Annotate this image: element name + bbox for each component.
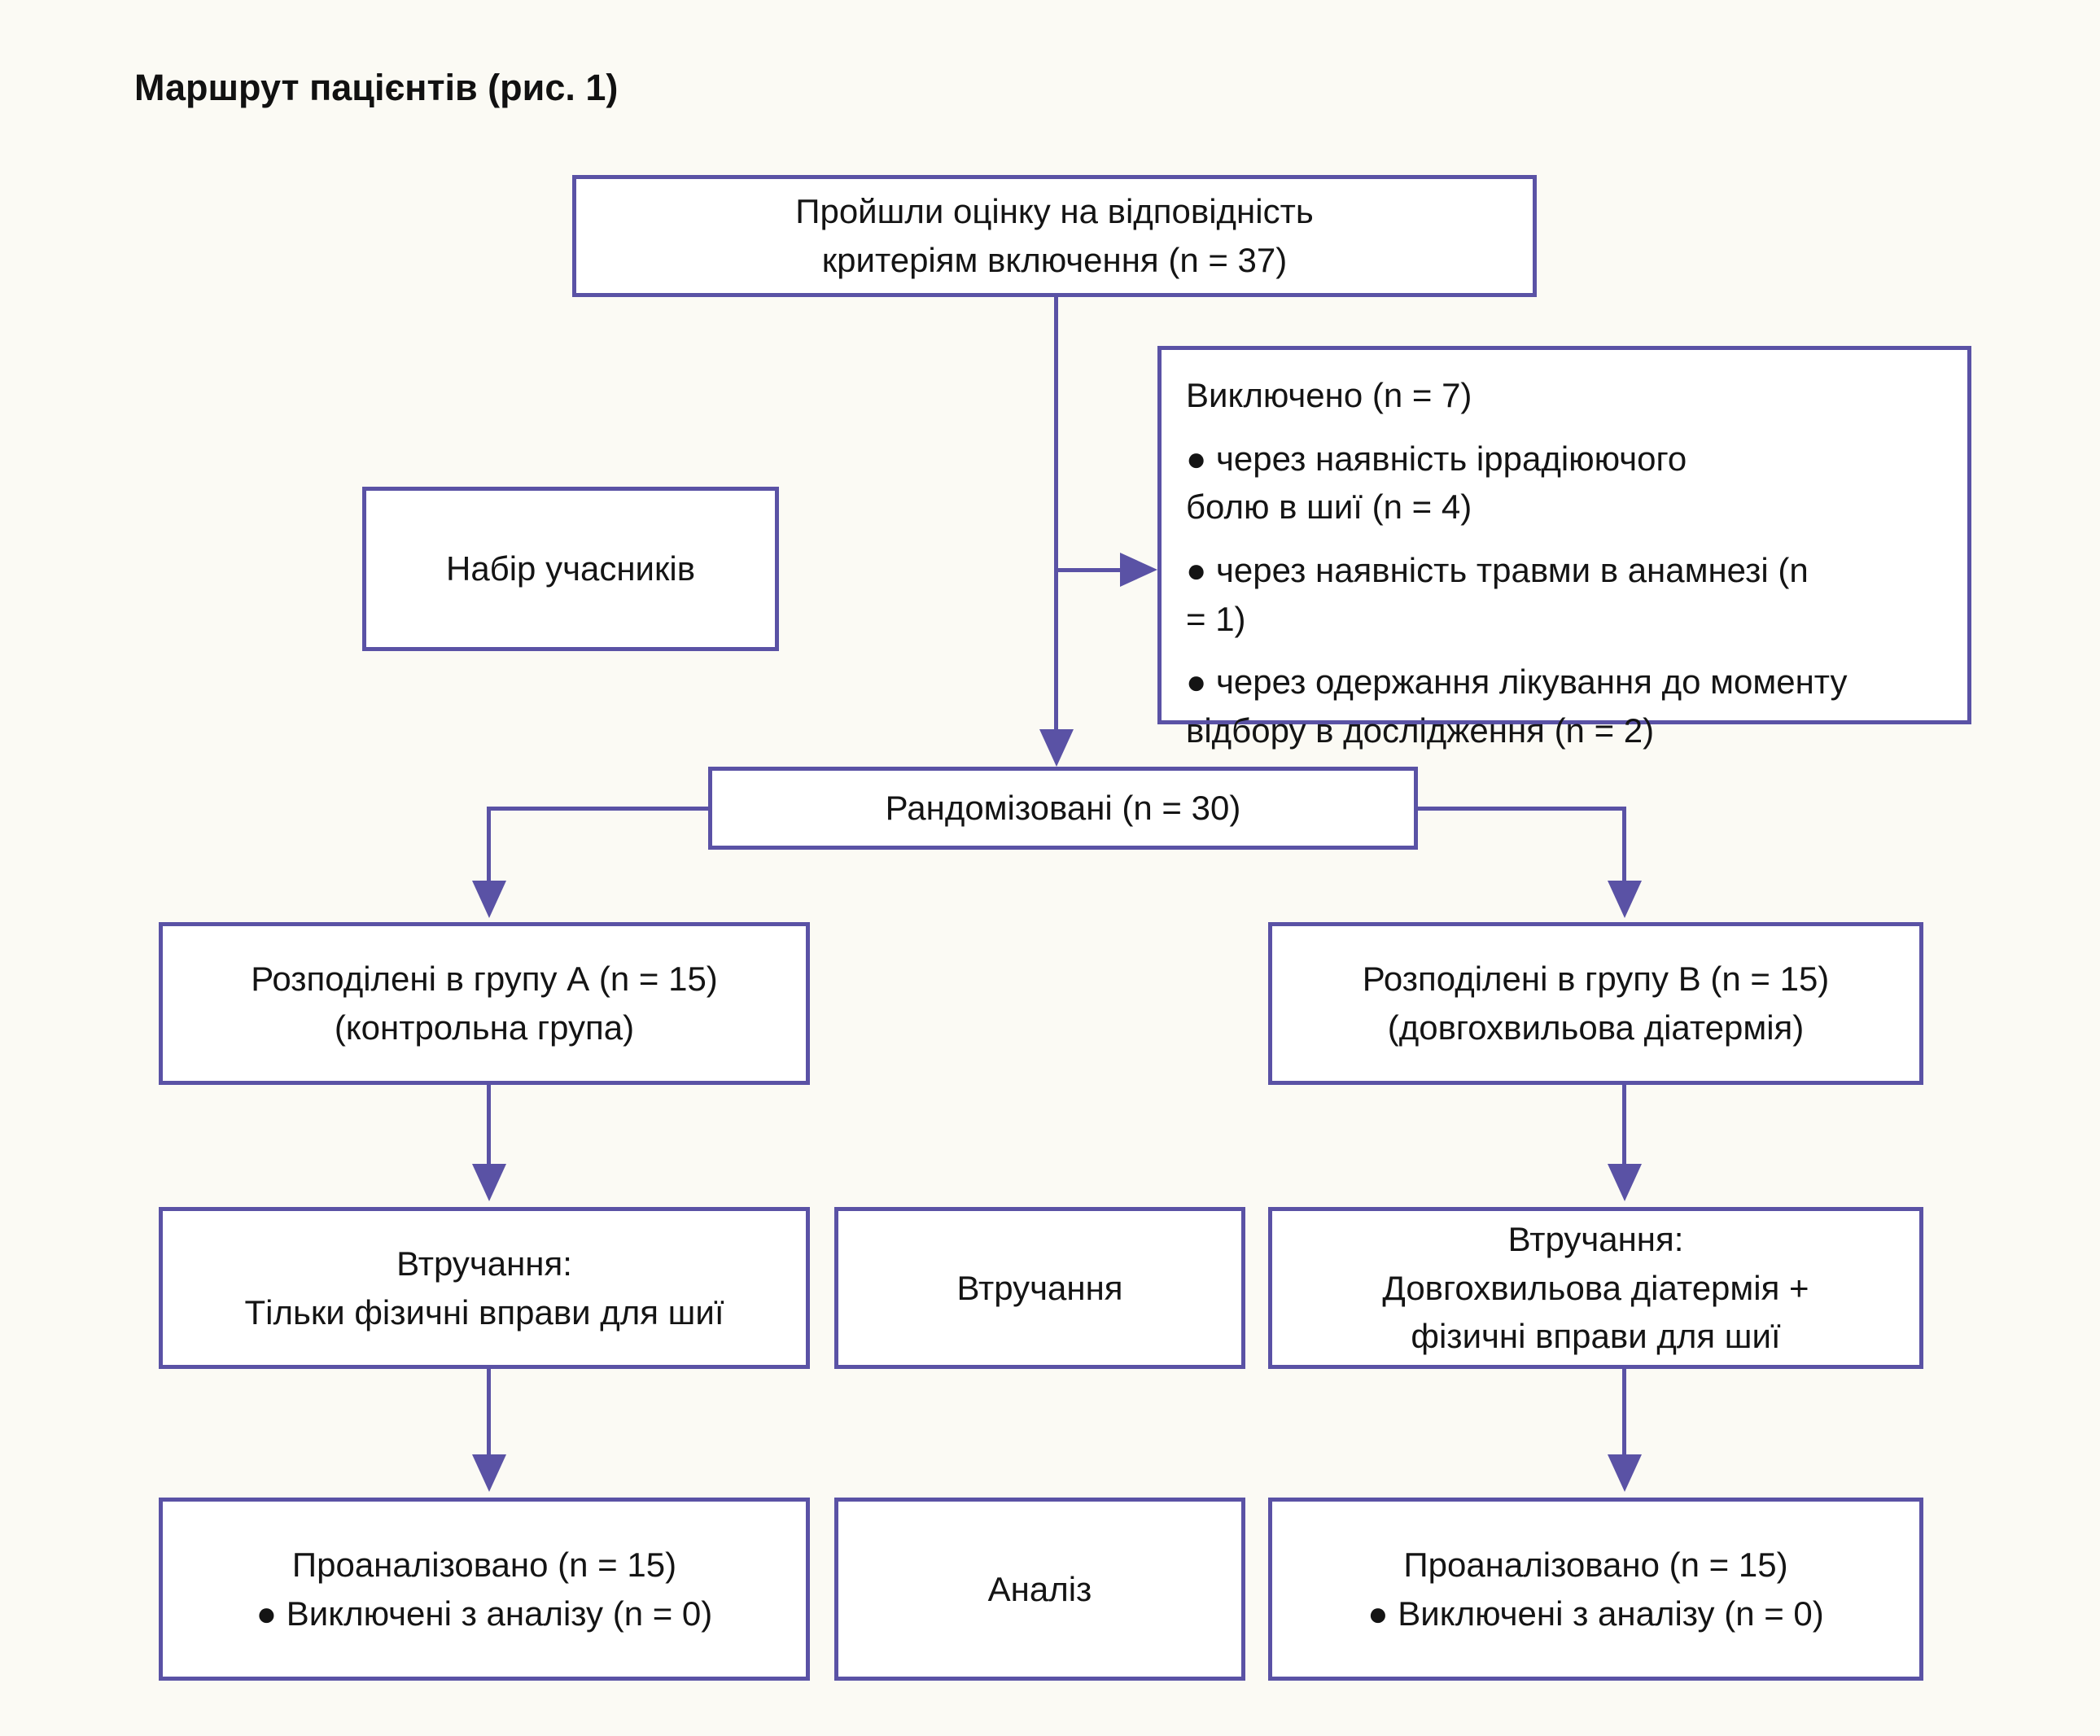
analysis-a-box [159, 1498, 810, 1681]
analysis-a-line-2: ● Виключені з аналізу (n = 0) [256, 1594, 713, 1633]
line-group-a-to-intervention-a [487, 1085, 491, 1166]
page-title: Маршрут пацієнтів (рис. 1) [134, 67, 619, 108]
group-b-allocation-box [1268, 922, 1923, 1085]
recruitment-stage-box [362, 487, 779, 651]
arrowhead-into-randomized-icon [1039, 729, 1074, 767]
analysis-b-line-2: ● Виключені з аналізу (n = 0) [1367, 1594, 1824, 1633]
line-randomized-left [487, 807, 708, 811]
line-randomized-right-down [1622, 807, 1626, 883]
arrowhead-into-intervention-b-icon [1608, 1164, 1642, 1201]
analysis-b-line-1: Проаналізовано (n = 15) [1403, 1545, 1788, 1584]
excluded-reason-3: ● через одержання лікування до моменту відбору в дослідження (n = 2) [1186, 662, 1848, 750]
intervention-b-line-2: Довгохвильова діатермія + [1382, 1268, 1809, 1307]
analysis-stage-label: Аналіз [987, 1569, 1092, 1608]
intervention-stage-label-box [834, 1207, 1245, 1369]
intervention-a-line-1: Втручання: [396, 1244, 572, 1283]
line-branch-to-excluded [1054, 568, 1123, 572]
line-intervention-b-to-analysis-b [1622, 1369, 1626, 1457]
eligibility-assessed-box [572, 175, 1537, 297]
arrowhead-into-analysis-b-icon [1608, 1454, 1642, 1492]
group-b-line-2: (довгохвильова діатермія) [1387, 1008, 1805, 1047]
group-a-allocation-box [159, 922, 810, 1085]
randomized-box [708, 767, 1418, 850]
group-b-line-1: Розподілені в групу В (n = 15) [1362, 960, 1830, 999]
intervention-a-box [159, 1207, 810, 1369]
line-randomized-left-down [487, 807, 491, 883]
intervention-b-box [1268, 1207, 1923, 1369]
intervention-stage-label: Втручання [956, 1268, 1123, 1307]
intervention-b-line-3: фізичні вправи для шиї [1411, 1317, 1781, 1356]
arrowhead-into-group-b-icon [1608, 881, 1642, 918]
line-eligibility-to-randomized [1054, 297, 1058, 732]
analysis-stage-label-box [834, 1498, 1245, 1681]
intervention-a-line-2: Тільки фізичні вправи для шиї [244, 1292, 724, 1332]
eligibility-line-1: Пройшли оцінку на відповідність [795, 192, 1314, 231]
group-a-line-2: (контрольна група) [334, 1008, 635, 1047]
analysis-b-box [1268, 1498, 1923, 1681]
group-a-line-1: Розподілені в групу А (n = 15) [251, 960, 718, 999]
arrowhead-into-analysis-a-icon [472, 1454, 506, 1492]
excluded-title: Виключено (n = 7) [1186, 376, 1472, 414]
line-intervention-a-to-analysis-a [487, 1369, 491, 1457]
randomized-label: Рандомізовані (n = 30) [885, 789, 1241, 828]
line-group-b-to-intervention-b [1622, 1085, 1626, 1166]
recruitment-label: Набір учасників [445, 549, 696, 588]
excluded-box [1157, 346, 1971, 750]
arrowhead-into-group-a-icon [472, 881, 506, 918]
arrowhead-into-intervention-a-icon [472, 1164, 506, 1201]
intervention-b-line-1: Втручання: [1507, 1220, 1684, 1259]
line-randomized-right [1418, 807, 1626, 811]
excluded-reason-2: ● через наявність травми в анамнезі (n = 1) [1186, 550, 1809, 638]
eligibility-line-2: критеріям включення (n = 37) [821, 241, 1288, 279]
arrowhead-into-excluded-icon [1120, 553, 1157, 587]
excluded-reason-1: ● через наявність іррадіюючого болю в шиї (n = 4) [1186, 439, 1687, 527]
analysis-a-line-1: Проаналізовано (n = 15) [291, 1545, 677, 1584]
